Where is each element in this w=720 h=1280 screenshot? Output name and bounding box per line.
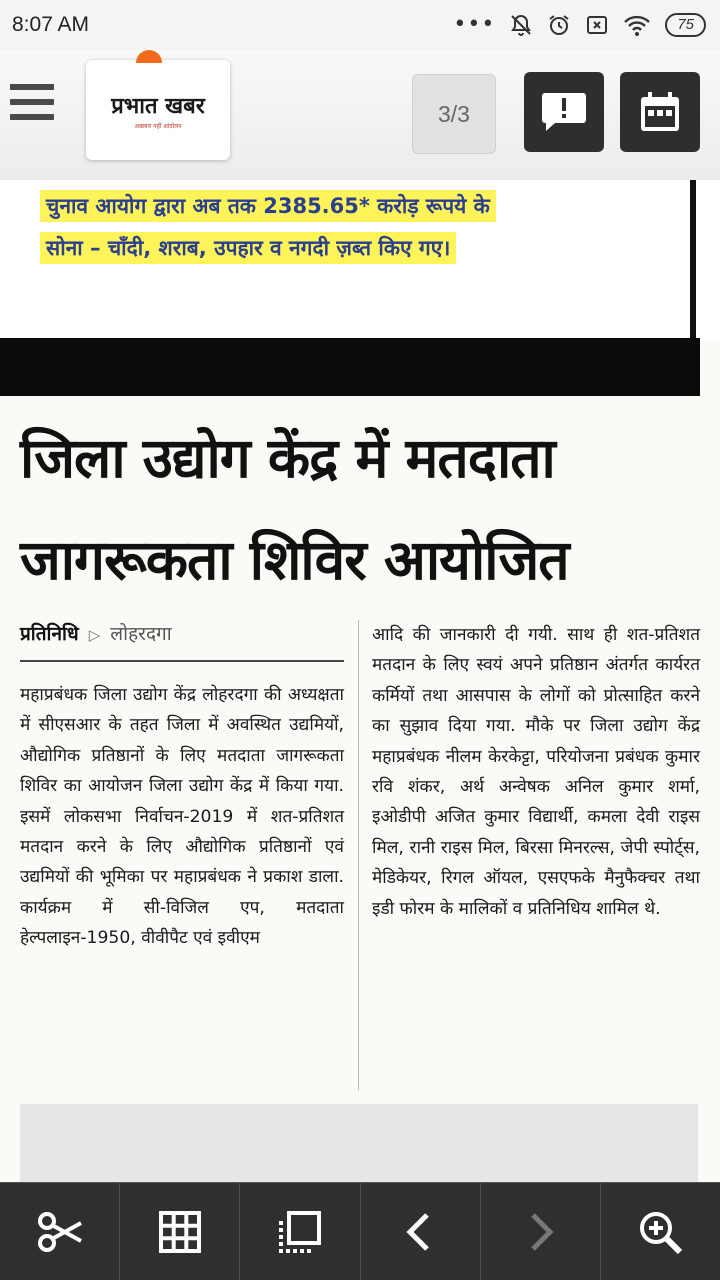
- status-icons: [453, 13, 706, 37]
- byline-author: प्रतिनिधि: [20, 623, 79, 645]
- byline-arrow-icon: ▷: [88, 626, 101, 644]
- status-time: 8:07 AM: [12, 13, 90, 36]
- no-sim-icon: [585, 13, 609, 37]
- status-bar: [0, 0, 720, 50]
- previous-article-clip: [0, 180, 720, 340]
- wifi-icon: [623, 13, 651, 37]
- logo[interactable]: [86, 60, 230, 160]
- zoom-in-icon: [635, 1207, 685, 1257]
- bottom-toolbar: [0, 1182, 720, 1280]
- clip-button[interactable]: [0, 1183, 120, 1280]
- menu-icon[interactable]: [10, 84, 54, 124]
- crop-button[interactable]: [240, 1183, 360, 1280]
- logo-sun-icon: [136, 50, 162, 63]
- more-notifications-icon: •••: [453, 12, 496, 37]
- highlight-banner-line-1: चुनाव आयोग द्वारा अब तक 2385.65* करोड़ रूपये के: [40, 190, 496, 222]
- app-toolbar: [0, 50, 720, 180]
- back-arrow-icon: [395, 1207, 445, 1257]
- page-counter-button[interactable]: 3/3: [412, 74, 496, 154]
- bell-off-icon: [509, 13, 533, 37]
- article-byline: [20, 620, 172, 646]
- highlight-banner-line-2: सोना – चाँदी, शराब, उपहार व नगदी ज़ब्त किए गए।: [40, 232, 456, 264]
- article-headline-line-1: जिला उद्योग केंद्र में मतदाता: [20, 426, 555, 490]
- grid-icon: [155, 1207, 205, 1257]
- epaper-page[interactable]: [0, 180, 720, 1182]
- previous-page-button[interactable]: [361, 1183, 481, 1280]
- black-divider-band: [0, 338, 700, 396]
- column-divider: [358, 620, 359, 1090]
- feedback-icon: [539, 87, 589, 137]
- feedback-button[interactable]: [524, 72, 604, 152]
- alarm-icon: [547, 13, 571, 37]
- battery-indicator: 75: [665, 13, 706, 37]
- calendar-button[interactable]: [620, 72, 700, 152]
- next-article-clip: [20, 1104, 698, 1182]
- crop-icon: [275, 1207, 325, 1257]
- byline-place: लोहरदगा: [110, 623, 172, 645]
- logo-tagline: अखबार नहीं आंदोलन: [134, 123, 182, 130]
- article-headline-line-2: जागरूकता शिविर आयोजित: [20, 528, 569, 592]
- next-page-button[interactable]: [481, 1183, 601, 1280]
- byline-rule: [20, 660, 344, 662]
- thumbnails-button[interactable]: [120, 1183, 240, 1280]
- article-body-right-column: आदि की जानकारी दी गयी. साथ ही शत-प्रतिशत मतदान के लिए स्वयं अपने प्रतिष्ठान अंतर्गत कार्यरत कर्मियों तथा आसपास के लोगों को प्रोत्साहित करने का सुझाव दिया गया. मौके पर जिला उद्योग केंद्र महाप्रबंधक नीलम केरकेट्टा, परियोजना प्रबंधक कुमार रवि शंकर, अर्थ अन्वेषक अनिल कुमार शर्मा, इओडीपी अजित कुमार विद्यार्थी, कमला देवी राइस मिल, रानी राइस मिल, बिरसा मिनरल्स, जेपी स्पोर्ट्स, मेडिकेयर, रिगल ऑयल, एसएफके मैनुफैक्चर तथा इडी फोरम के मालिकों व प्रतिनिधिय शामिल थे.: [372, 625, 700, 919]
- scissors-icon: [35, 1207, 85, 1257]
- calendar-icon: [637, 89, 683, 135]
- article-body-left-column: महाप्रबंधक जिला उद्योग केंद्र लोहरदगा की अध्यक्षता में सीएसआर के तहत जिला में अवस्थित उद्यमियों, औद्योगिक प्रतिष्ठानों के लिए मतदाता जागरूकता शिविर का आयोजन जिला उद्योग केंद्र में किया गया. इसमें लोकसभा निर्वाचन-2019 में शत-प्रतिशत मतदान करने के लिए औद्योगिक प्रतिष्ठानों एवं उद्यमियों की भूमिका पर महाप्रबंधक ने प्रकाश डाला. कार्यक्रम में सी-विजिल एप, मतदाता हेल्पलाइन-1950, वीवीपैट एवं इवीएम: [20, 685, 344, 949]
- zoom-button[interactable]: [601, 1183, 720, 1280]
- forward-arrow-icon: [515, 1207, 565, 1257]
- logo-text: प्रभात खबर: [111, 94, 205, 119]
- clip-border: [690, 180, 696, 340]
